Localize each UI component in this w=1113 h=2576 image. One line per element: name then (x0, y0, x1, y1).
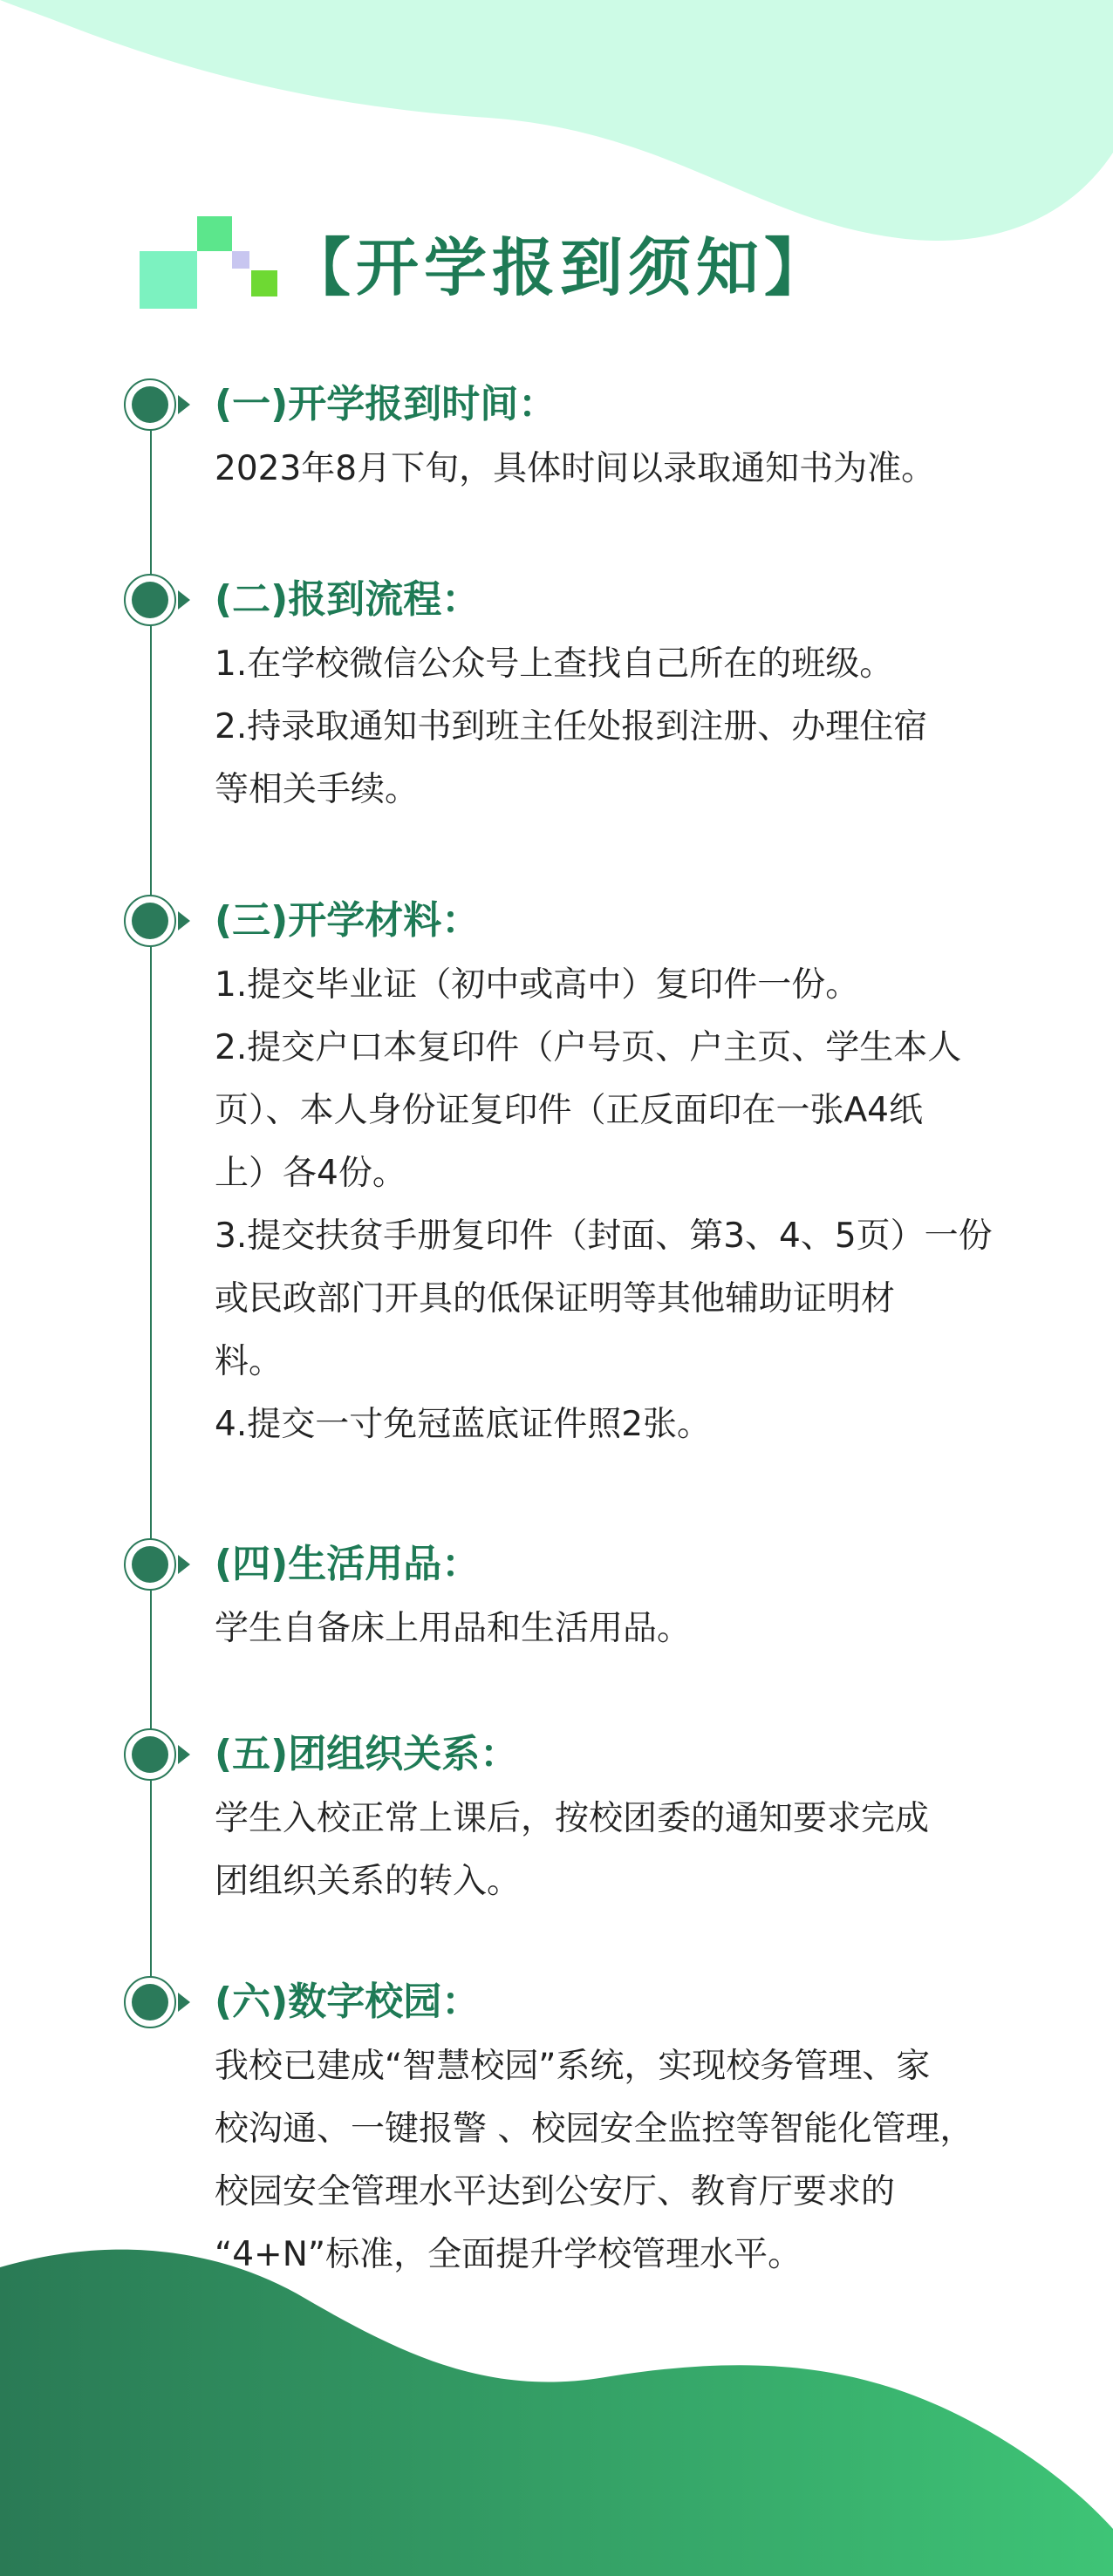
section-line: 校园安全管理水平达到公安厅、教育厅要求的 (215, 2172, 896, 2211)
section-line: 料。 (215, 1342, 283, 1381)
deco-square (251, 270, 277, 296)
timeline-marker-icon (120, 1974, 194, 2030)
section-line: “4+N”标准，全面提升学校管理水平。 (215, 2235, 802, 2274)
section-line: 1.提交毕业证（初中或高中）复印件一份。 (215, 965, 860, 1005)
section-body (215, 633, 1008, 821)
section-title: (五)团组织关系： (215, 1732, 519, 1776)
section-line: 团组织关系的转入。 (215, 1862, 522, 1901)
section-title: (二)报到流程： (215, 577, 481, 622)
deco-square (232, 251, 249, 269)
section-line: 4.提交一寸免冠蓝底证件照2张。 (215, 1405, 712, 1444)
section-title: (六)数字校园： (215, 1980, 481, 2024)
timeline-marker-icon (120, 572, 194, 628)
deco-square (197, 216, 232, 251)
section-line: 2.提交户口本复印件（户号页、户主页、学生本人 (215, 1028, 962, 1067)
section-line: 2.持录取通知书到班主任处报到注册、办理住宿 (215, 707, 928, 746)
section-line: 上）各4份。 (215, 1154, 406, 1193)
section-body (215, 1598, 1008, 1660)
timeline-marker-icon (120, 1537, 194, 1592)
section-line: 我校已建成“智慧校园”系统，实现校务管理、家 (215, 2047, 931, 2086)
deco-square (140, 251, 197, 309)
section-line: 或民政部门开具的低保证明等其他辅助证明材 (215, 1279, 896, 1319)
timeline-marker-icon (120, 893, 194, 949)
section-line: 等相关手续。 (215, 770, 420, 809)
section-line: 学生自备床上用品和生活用品。 (215, 1609, 692, 1648)
section-body (215, 438, 1008, 501)
section-line: 页）、本人身份证复印件（正反面印在一张A4纸 (215, 1091, 923, 1130)
section-title: (三)开学材料： (215, 898, 481, 943)
section-line: 1.在学校微信公众号上查找自己所在的班级。 (215, 644, 894, 684)
timeline-marker-icon (120, 377, 194, 433)
section-line: 校沟通、一键报警 、校园安全监控等智能化管理， (215, 2109, 974, 2149)
section-line: 学生入校正常上课后，按校团委的通知要求完成 (215, 1799, 930, 1838)
page-title: 【开学报到须知】 (288, 231, 833, 304)
section-title: (一)开学报到时间： (215, 382, 557, 426)
section-line: 3.提交扶贫手册复印件（封面、第3、4、5页）一份 (215, 1216, 993, 1256)
timeline-marker-icon (120, 1727, 194, 1782)
section-line: 2023年8月下旬，具体时间以录取通知书为准。 (215, 449, 936, 488)
section-body (215, 954, 1008, 1456)
section-title: (四)生活用品： (215, 1542, 481, 1586)
section-body (215, 2035, 1008, 2286)
title-square-decoration (140, 213, 279, 317)
section-body (215, 1788, 1008, 1913)
